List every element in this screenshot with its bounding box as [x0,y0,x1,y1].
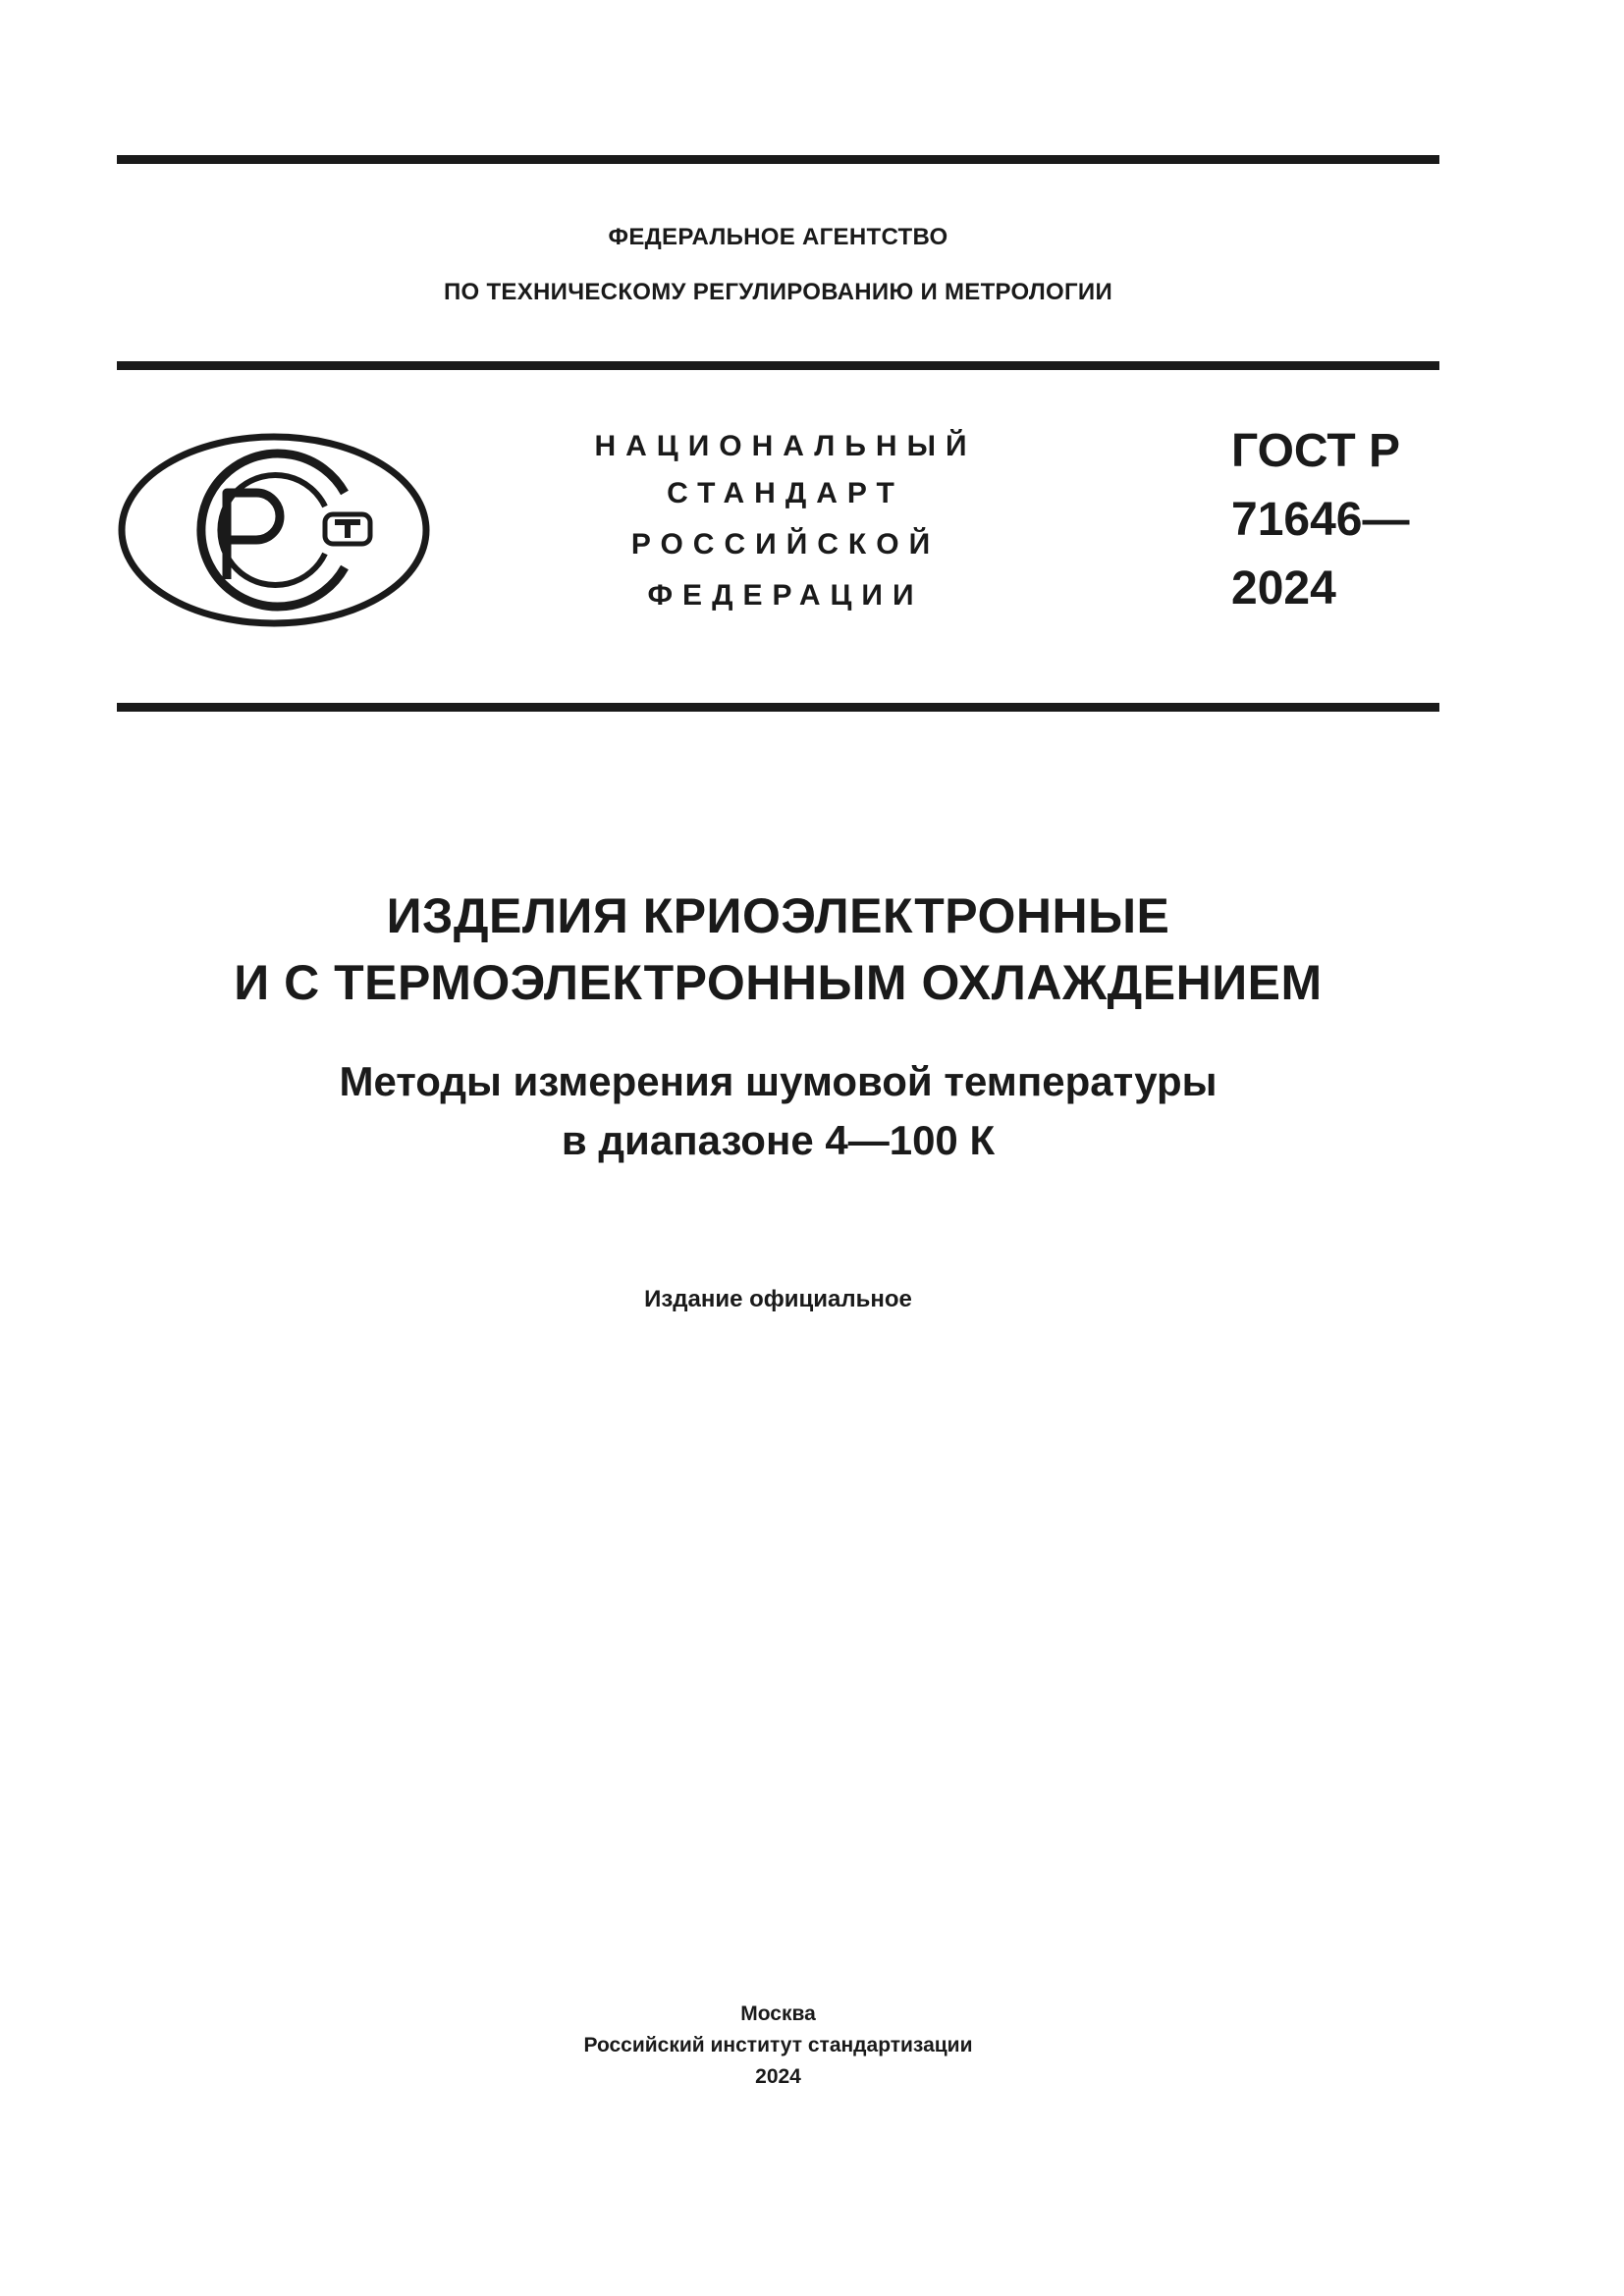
middle-rule [117,361,1439,370]
top-rule [117,155,1439,164]
document-title-line-2: И С ТЕРМОЭЛЕКТРОННЫМ ОХЛАЖДЕНИЕМ [234,955,1323,1010]
document-subtitle-line-1: Методы измерения шумовой температуры [339,1058,1218,1104]
document-title-line-1: ИЗДЕЛИЯ КРИОЭЛЕКТРОННЫЕ [386,888,1170,943]
edition-label: Издание официальное [644,1286,912,1312]
national-line-2: СТАНДАРТ [667,477,904,509]
footer-publisher: Российский институт стандартизации [583,2034,973,2056]
national-line-4: ФЕДЕРАЦИИ [647,579,924,612]
rst-certification-logo-icon [117,432,431,628]
bottom-rule [117,703,1439,712]
footer-year: 2024 [755,2065,801,2088]
agency-line-1: ФЕДЕРАЛЬНОЕ АГЕНТСТВО [608,224,948,250]
national-line-1: НАЦИОНАЛЬНЫЙ [594,430,977,462]
gost-line-2: 71646— [1231,494,1410,546]
agency-line-2: ПО ТЕХНИЧЕСКОМУ РЕГУЛИРОВАНИЮ И МЕТРОЛОГИИ [443,279,1113,305]
document-subtitle-line-2: в диапазоне 4—100 К [561,1117,996,1163]
gost-line-1: ГОСТ Р [1231,425,1401,477]
national-line-3: РОССИЙСКОЙ [630,528,941,561]
footer-city: Москва [740,2002,816,2025]
gost-line-3: 2024 [1231,562,1336,614]
